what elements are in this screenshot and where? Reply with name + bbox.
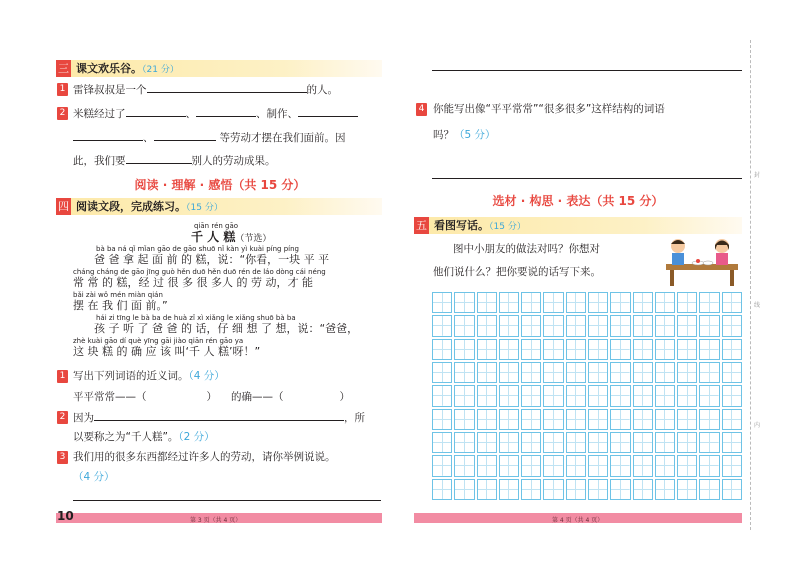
grid-cell[interactable] <box>566 339 586 360</box>
grid-cell[interactable] <box>432 292 452 313</box>
grid-cell[interactable] <box>499 409 519 430</box>
answer-blank[interactable] <box>126 153 192 164</box>
question-number: 4 <box>416 103 427 116</box>
synonym-row: 平平常常——（ ） 的确——（ ） <box>73 391 350 403</box>
grid-cell[interactable] <box>588 292 608 313</box>
section-subheading: 阅读 · 理解 · 感悟（共 15 分） <box>134 178 306 192</box>
grid-cell[interactable] <box>610 385 630 406</box>
section-title: 看图写话。（15 分） <box>434 219 526 232</box>
grid-cell[interactable] <box>454 385 474 406</box>
grid-cell[interactable] <box>677 385 697 406</box>
grid-cell[interactable] <box>699 479 719 500</box>
grid-cell[interactable] <box>655 432 675 453</box>
passage-pinyin: zhè kuài gāo dí què yīng gāi jiào qiān rén gāo ya <box>73 337 244 345</box>
grid-cell[interactable] <box>566 409 586 430</box>
grid-cell[interactable] <box>633 385 653 406</box>
grid-cell[interactable] <box>699 362 719 383</box>
question-number: 1 <box>57 83 68 96</box>
grid-cell[interactable] <box>588 385 608 406</box>
grid-cell[interactable] <box>477 409 497 430</box>
grid-cell[interactable] <box>499 385 519 406</box>
grid-cell[interactable] <box>655 339 675 360</box>
writing-prompt: 图中小朋友的做法对吗？你想对 <box>453 243 600 255</box>
grid-cell[interactable] <box>454 292 474 313</box>
grid-cell[interactable] <box>655 409 675 430</box>
question-number: 2 <box>57 411 68 424</box>
answer-blank[interactable] <box>73 130 143 141</box>
grid-cell[interactable] <box>454 362 474 383</box>
grid-cell[interactable] <box>588 339 608 360</box>
section-title: 阅读文段，完成练习。（15 分） <box>76 200 223 213</box>
grid-cell[interactable] <box>722 455 742 476</box>
grid-cell[interactable] <box>722 479 742 500</box>
grid-cell[interactable] <box>499 362 519 383</box>
grid-cell[interactable] <box>521 292 541 313</box>
grid-cell[interactable] <box>655 315 675 336</box>
grid-cell[interactable] <box>521 455 541 476</box>
question-text: 写出下列词语的近义词。（4 分） <box>73 370 225 382</box>
grid-cell[interactable] <box>499 479 519 500</box>
grid-cell[interactable] <box>454 339 474 360</box>
margin-mark: 线 <box>754 302 761 309</box>
grid-cell[interactable] <box>699 339 719 360</box>
footer-text: 第 4 页（共 4 页） <box>552 517 604 524</box>
answer-line[interactable] <box>73 500 381 501</box>
passage-title-pinyin: qiān rén gāo <box>194 222 239 230</box>
grid-cell[interactable] <box>610 292 630 313</box>
grid-cell[interactable] <box>521 432 541 453</box>
answer-blank[interactable] <box>154 130 216 141</box>
answer-line[interactable] <box>432 70 742 71</box>
grid-cell[interactable] <box>655 385 675 406</box>
grid-cell[interactable] <box>521 385 541 406</box>
question-text: 、 等劳动才摆在我们面前。因 <box>73 130 346 145</box>
grid-cell[interactable] <box>722 362 742 383</box>
grid-cell[interactable] <box>588 409 608 430</box>
grid-cell[interactable] <box>677 362 697 383</box>
grid-cell[interactable] <box>722 409 742 430</box>
grid-cell[interactable] <box>499 315 519 336</box>
grid-cell[interactable] <box>477 292 497 313</box>
grid-cell[interactable] <box>566 432 586 453</box>
answer-line[interactable] <box>432 178 742 179</box>
grid-cell[interactable] <box>633 409 653 430</box>
grid-cell[interactable] <box>543 409 563 430</box>
grid-cell[interactable] <box>454 479 474 500</box>
grid-cell[interactable] <box>610 409 630 430</box>
grid-cell[interactable] <box>633 292 653 313</box>
grid-cell[interactable] <box>543 432 563 453</box>
grid-cell[interactable] <box>722 315 742 336</box>
grid-cell[interactable] <box>543 479 563 500</box>
question-number: 2 <box>57 107 68 120</box>
grid-cell[interactable] <box>677 455 697 476</box>
grid-cell[interactable] <box>454 455 474 476</box>
passage-line: 爸 爸 拿 起 面 前 的 糕，说：“你看，一块 平 平 <box>94 253 330 266</box>
grid-cell[interactable] <box>543 292 563 313</box>
grid-cell[interactable] <box>699 409 719 430</box>
question-text: 米糕经过了 、 、制作、 <box>73 106 358 121</box>
grid-cell[interactable] <box>610 479 630 500</box>
grid-cell[interactable] <box>499 432 519 453</box>
passage-pinyin: hái zi tīng le bà ba de huà zǐ xì xiǎng le xiǎng shuō bà ba <box>96 314 296 322</box>
grid-cell[interactable] <box>566 455 586 476</box>
grid-cell[interactable] <box>588 432 608 453</box>
writing-prompt: 他们说什么？把你要说的话写下来。 <box>433 266 601 278</box>
grid-cell[interactable] <box>477 362 497 383</box>
question-points: （4 分） <box>73 471 115 483</box>
grid-cell[interactable] <box>610 362 630 383</box>
grid-cell[interactable] <box>588 479 608 500</box>
grid-cell[interactable] <box>610 315 630 336</box>
grid-cell[interactable] <box>432 385 452 406</box>
question-text: 吗？（5 分） <box>433 129 496 141</box>
binding-margin-line <box>750 40 751 530</box>
grid-cell[interactable] <box>477 385 497 406</box>
passage-title: 千 人 糕（节选） <box>191 230 272 244</box>
grid-cell[interactable] <box>477 339 497 360</box>
grid-cell[interactable] <box>477 315 497 336</box>
grid-cell[interactable] <box>655 362 675 383</box>
grid-cell[interactable] <box>432 315 452 336</box>
grid-cell[interactable] <box>633 339 653 360</box>
question-text: 以要称之为“千人糕”。（2 分） <box>73 431 215 443</box>
passage-line: 摆 在 我 们 面 前。” <box>73 299 168 312</box>
grid-cell[interactable] <box>543 455 563 476</box>
grid-cell[interactable] <box>722 292 742 313</box>
answer-blank[interactable] <box>94 410 344 421</box>
passage-line: 常 常 的 糕，经 过 很 多 很 多人 的 劳 动，才 能 <box>73 276 313 289</box>
grid-cell[interactable] <box>610 432 630 453</box>
grid-cell[interactable] <box>477 455 497 476</box>
grid-cell[interactable] <box>499 339 519 360</box>
page-number: 10 <box>57 509 74 523</box>
grid-cell[interactable] <box>499 455 519 476</box>
grid-cell[interactable] <box>454 409 474 430</box>
grid-cell[interactable] <box>543 362 563 383</box>
grid-cell[interactable] <box>633 362 653 383</box>
grid-cell[interactable] <box>633 455 653 476</box>
grid-cell[interactable] <box>566 385 586 406</box>
grid-cell[interactable] <box>454 315 474 336</box>
grid-cell[interactable] <box>633 315 653 336</box>
grid-cell[interactable] <box>588 362 608 383</box>
answer-blank[interactable] <box>196 106 256 117</box>
section-number: 三 <box>58 62 69 75</box>
grid-cell[interactable] <box>566 315 586 336</box>
grid-cell[interactable] <box>699 315 719 336</box>
section-3-header <box>56 60 382 77</box>
grid-cell[interactable] <box>521 362 541 383</box>
grid-cell[interactable] <box>699 385 719 406</box>
grid-cell[interactable] <box>432 339 452 360</box>
grid-cell[interactable] <box>655 292 675 313</box>
grid-cell[interactable] <box>432 432 452 453</box>
grid-cell[interactable] <box>677 409 697 430</box>
grid-cell[interactable] <box>722 339 742 360</box>
writing-grid[interactable] <box>432 292 742 500</box>
grid-cell[interactable] <box>699 432 719 453</box>
section-number: 四 <box>58 200 69 213</box>
section-4-header <box>56 198 382 215</box>
grid-cell[interactable] <box>610 455 630 476</box>
grid-cell[interactable] <box>521 409 541 430</box>
grid-cell[interactable] <box>655 455 675 476</box>
grid-cell[interactable] <box>677 479 697 500</box>
grid-cell[interactable] <box>677 432 697 453</box>
grid-cell[interactable] <box>655 479 675 500</box>
grid-cell[interactable] <box>566 362 586 383</box>
question-text: 因为 ，所 <box>73 412 365 424</box>
kids-at-table-illustration <box>660 236 744 288</box>
grid-cell[interactable] <box>543 315 563 336</box>
question-text: 此，我们要 别人的劳动成果。 <box>73 155 276 167</box>
section-subheading: 选材 · 构思 · 表达（共 15 分） <box>492 194 664 208</box>
section-number: 五 <box>416 219 427 232</box>
grid-cell[interactable] <box>432 479 452 500</box>
passage-pinyin: bǎi zài wǒ mén miàn qián <box>73 291 163 299</box>
passage-pinyin: bà ba ná qǐ mǐan gāo de gāo shuō nǐ kàn yì kuài píng píng <box>96 245 299 253</box>
grid-cell[interactable] <box>432 409 452 430</box>
grid-cell[interactable] <box>699 455 719 476</box>
grid-cell[interactable] <box>432 362 452 383</box>
grid-cell[interactable] <box>566 479 586 500</box>
section-title: 课文欢乐谷。（21 分） <box>76 62 179 75</box>
grid-cell[interactable] <box>454 432 474 453</box>
passage-line: 这 块 糕 的 确 应 该 叫‘千 人 糕’呀！” <box>73 345 261 358</box>
passage-pinyin: cháng cháng de gāo jīng guò hěn duō hěn duō rén de láo dòng cái néng <box>73 268 326 276</box>
question-text: 雷锋叔叔是一个 的人。 <box>73 84 338 96</box>
grid-cell[interactable] <box>499 292 519 313</box>
answer-blank[interactable] <box>147 82 307 93</box>
section-5-header <box>414 217 742 234</box>
question-text: 你能写出像“平平常常”“很多很多”这样结构的词语 <box>433 103 665 115</box>
footer-text: 第 3 页（共 4 页） <box>190 517 242 524</box>
answer-blank[interactable] <box>126 106 186 117</box>
grid-cell[interactable] <box>521 339 541 360</box>
grid-cell[interactable] <box>521 315 541 336</box>
grid-cell[interactable] <box>722 385 742 406</box>
grid-cell[interactable] <box>588 455 608 476</box>
grid-cell[interactable] <box>477 479 497 500</box>
grid-cell[interactable] <box>543 339 563 360</box>
grid-cell[interactable] <box>588 315 608 336</box>
grid-cell[interactable] <box>432 455 452 476</box>
question-text: 我们用的很多东西都经过许多人的劳动，请你举例说说。 <box>73 451 336 463</box>
grid-cell[interactable] <box>633 479 653 500</box>
answer-blank[interactable] <box>298 106 358 117</box>
margin-mark: 内 <box>754 422 761 429</box>
grid-cell[interactable] <box>477 432 497 453</box>
grid-cell[interactable] <box>633 432 653 453</box>
question-number: 1 <box>57 370 68 383</box>
question-number: 3 <box>57 451 68 464</box>
grid-cell[interactable] <box>610 339 630 360</box>
grid-cell[interactable] <box>521 479 541 500</box>
grid-cell[interactable] <box>677 292 697 313</box>
grid-cell[interactable] <box>566 292 586 313</box>
grid-cell[interactable] <box>543 385 563 406</box>
grid-cell[interactable] <box>677 339 697 360</box>
grid-cell[interactable] <box>677 315 697 336</box>
passage-line: 孩 子 听 了 爸 爸 的 话，仔 细 想 了 想，说：“爸爸， <box>94 322 359 335</box>
grid-cell[interactable] <box>722 432 742 453</box>
margin-mark: 封 <box>754 172 761 179</box>
grid-cell[interactable] <box>699 292 719 313</box>
